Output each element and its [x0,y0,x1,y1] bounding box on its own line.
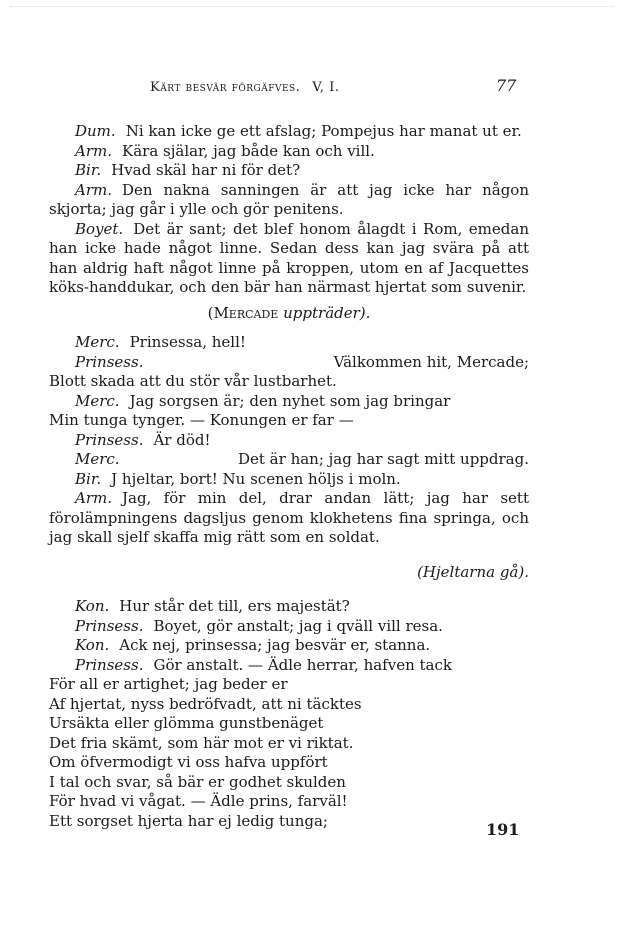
speaker-name: Arm. [75,489,112,507]
speaker-name: Bir. [75,161,102,179]
speaker-name: Merc. [75,391,120,410]
verse-line: Prinsess. Boyet, gör anstalt; jag i qväll vill resa. [75,616,443,635]
verse-line: Ett sorgset hjerta har ej ledig tunga; [49,811,328,830]
verse-line: Prinsess. Gör anstalt. — Ädle herrar, hafven tack [75,655,452,674]
speaker-name: Prinsess. [75,352,144,371]
stage-direction-name: Mercade [213,303,279,322]
verse-line: Det fria skämt, som här mot er vi riktat. [49,733,354,752]
verse-line: Af hjertat, nyss bedröfvadt, att ni täcktes [49,694,362,713]
speech-text: Hvad skäl har ni för det? [111,161,301,179]
speaker-name: Merc. [75,450,120,468]
prose-paragraph [49,489,529,548]
verse-text: Det är han; jag har sagt mitt uppdrag. [237,450,529,468]
speaker-name: Arm. [75,141,112,160]
page-number: 77 [496,76,517,95]
verse-line: Prinsess. Är död! [75,430,211,449]
speaker-name: Prinsess. [75,655,144,674]
speech-text: Jag, för min del, drar andan lätt; jag har sett förolämpningens dagsljus genom klokhetens fina springa, och jag skall sjelf skaffa mig rätt som en soldat. [49,489,529,546]
speech-text: Det är sant; det blef honom ålagdt i Rom, emedan han icke hade något linne. Sedan dess kan jag svära på att han aldrig haft något linne på kroppen, utom en af Jacquettes köks-handdukar, och den bär han närmast hjertat som suvenir. [49,219,529,296]
verse-line: Min tunga tynger. — Konungen er far — [49,411,354,429]
verse-line: Merc. Prinsessa, hell! [75,333,246,351]
verse-line-split [49,353,529,373]
stage-direction: (Mercade uppträder). [207,303,371,322]
speaker-name: Prinsess. [75,430,144,449]
speaker-name: Dum. [75,122,116,140]
verse-line: Kon. Hur står det till, ers majestät? [75,597,350,615]
verse-line: För hvad vi vågat. — Ädle prins, farväl! [49,792,348,810]
verse-line-split [49,450,529,470]
stage-direction-action: uppträder). [283,303,371,322]
speaker-name: Arm. [75,180,112,199]
verse-line: Merc. Jag sorgsen är; den nyhet som jag bringar [75,391,451,410]
speaker-name: Kon. [75,636,110,654]
speaker-name: Merc. [75,333,120,351]
speaker-name: Bir. [75,469,102,488]
exit-direction: (Hjeltarna gå). [417,562,529,581]
prose-paragraph [49,122,529,142]
verse-line: Kon. Ack nej, prinsessa; jag besvär er, stanna. [75,636,431,654]
speaker-name: Boyet. [75,219,124,238]
verse-line: Blott skada att du stör vår lustbarhet. [49,372,337,390]
verse-text: Välkommen hit, Mercade; [333,352,529,371]
prose-paragraph [49,161,529,181]
main-text [49,122,529,831]
prose-paragraph [49,142,529,162]
speaker-name: Kon. [75,597,110,615]
speech-text: Kära själar, jag både kan och vill. [122,141,375,160]
verse-line: Bir. J hjeltar, bort! Nu scenen höljs i moln. [75,469,401,488]
act-scene: V, I. [312,80,340,95]
verse-line: Ursäkta eller glömma gunstbenäget [49,714,324,732]
verse-line: Om öfvermodigt vi oss hafva uppfört [49,753,328,771]
speaker-name: Prinsess. [75,616,144,635]
scan-edge-noise [10,6,614,8]
verse-line: I tal och svar, så bär er godhet skulden [49,772,346,791]
prose-paragraph [49,220,529,298]
running-title: Kärt besvär förgäfves. [150,80,301,95]
prose-paragraph [49,181,529,220]
verse-line: För all er artighet; jag beder er [49,675,288,693]
running-head [150,80,339,95]
speech-text: Den nakna sanningen är att jag icke har någon skjorta; jag går i ylle och gör penitens. [49,180,529,218]
signature-mark: 191 [486,820,520,839]
speech-text: Ni kan icke ge ett afslag; Pompejus har manat ut er. [125,122,522,140]
